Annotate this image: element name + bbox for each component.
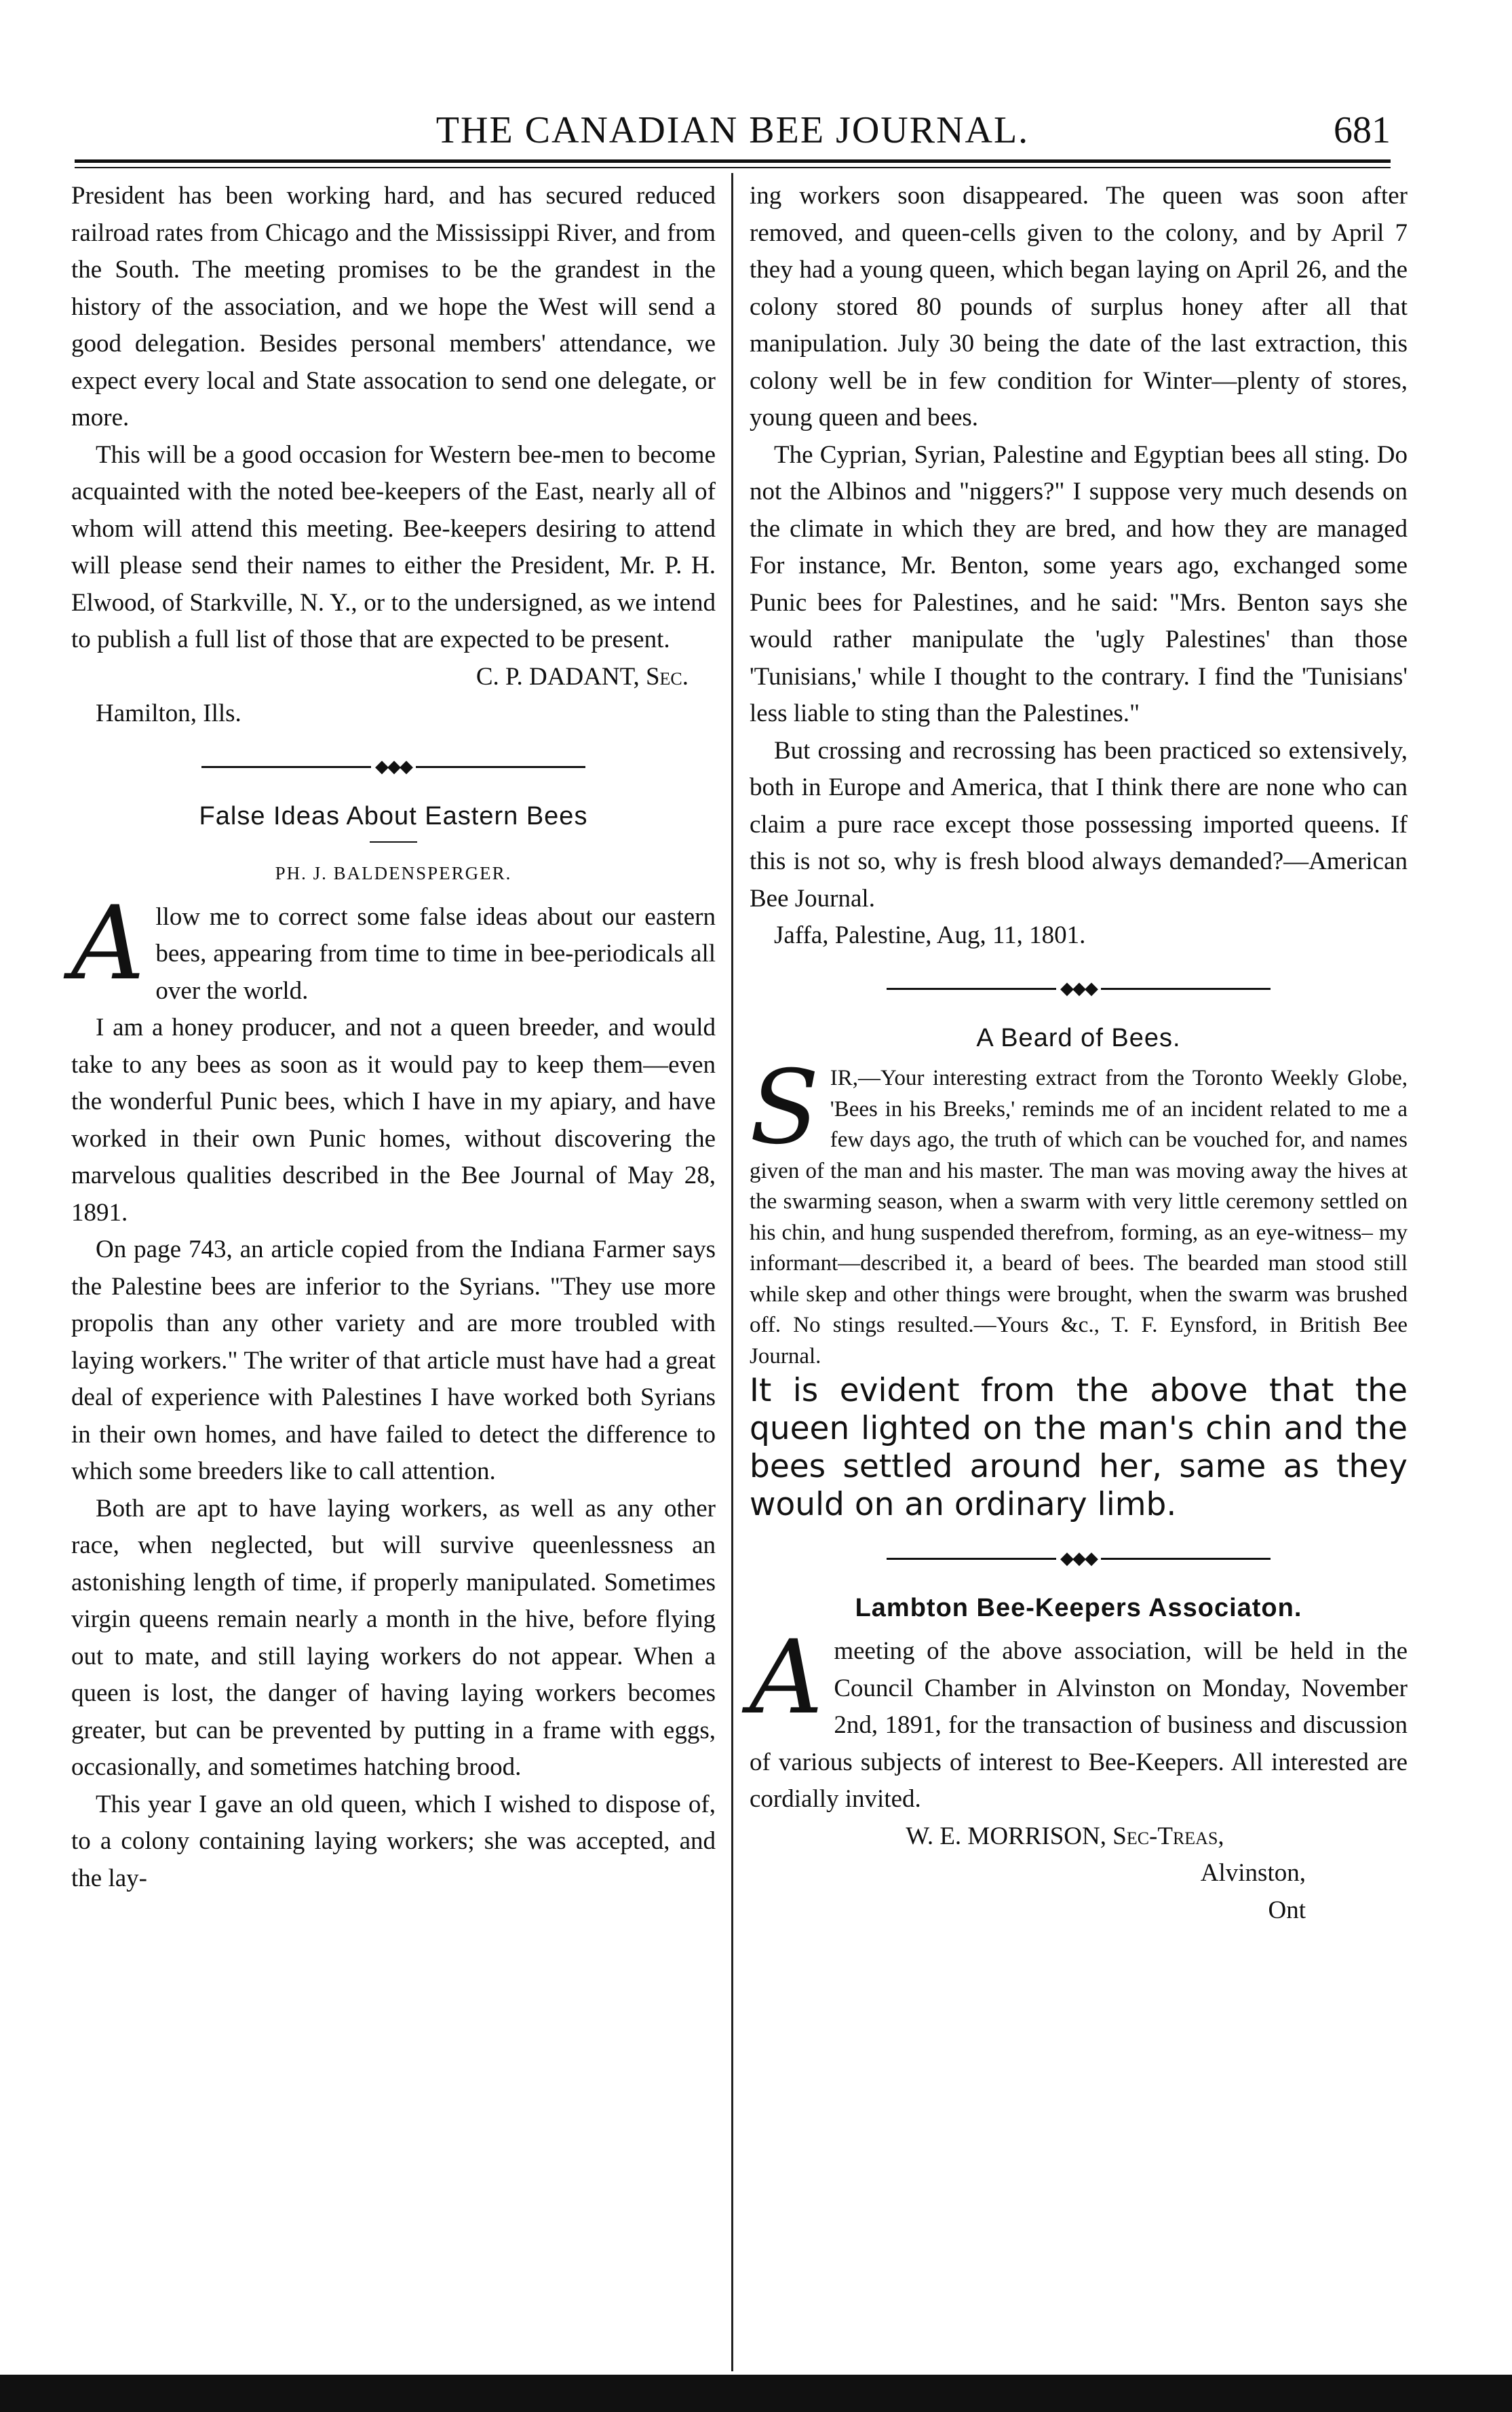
page-number: 681 xyxy=(1334,109,1391,151)
paragraph: Both are apt to have laying workers, as well as any other race, when neglected, but will survive queenlessness an astonishing length of time, if properly manipulated. Sometimes virgin queens remain nearly a month in the hive, before flying out to mate, and still laying workers do not appear. When a queen is lost, the danger of having laying workers becomes greater, but can be prevented by putting in a frame with eggs, occasionally, and sometimes hatching brood. xyxy=(71,1494,716,1782)
scan-edge xyxy=(0,2375,1512,2412)
paragraph: On page 743, an article copied from the Indiana Farmer says the Palestine bees are inferior to the Syrians. "They use more propolis than any other variety and are more troubled with laying workers." The writer of that article must have had a great deal of experience with Palestines I have worked both Syrians in their own homes, and have failed to detect the difference to which some breeders like to call attention. xyxy=(71,1236,716,1486)
signature-place: Alvinston, xyxy=(1200,1859,1306,1888)
paragraph: IR,—Your interesting extract from the Toronto Weekly Globe, 'Bees in his Breeks,' reminds me of an incident related to me a few days ago, the truth of which can be vouched for, and names given of the man and his master. The man was moving away the hives at the swarming season, when a swarm with very little ceremony settled on his chin, and hung suspended therefrom, forming, as an eye-witness– my informant—described it, a beard of bees. The bearded man stood still while skep and other things were brought, when the swarm was brushed off. No stings resulted.—Yours &c., T. F. Eynsford, in British Bee Journal. xyxy=(750,1066,1408,1368)
drop-cap: S xyxy=(750,1049,819,1168)
drop-cap: A xyxy=(71,884,145,1003)
section-ornament: ◆◆◆ xyxy=(71,748,716,786)
paragraph: llow me to correct some false ideas about our eastern bees, appearing from time to time in bee-periodicals all over the world. xyxy=(155,902,716,1005)
paragraph: meeting of the above association, will be held in the Council Chamber in Alvinston on Monday, November 2nd, 1891, for the transaction of business and discussion of various subjects of interest to Bee-Keepers. All interested are cordially invited. xyxy=(750,1637,1408,1814)
paragraph: This will be a good occasion for Western bee-men to become acquainted with the noted bee-keepers of the East, nearly all of whom will attend this meeting. Bee-keepers desiring to attend will please send their names to either the President, Mr. P. H. Elwood, of Starkville, N. Y., or to the undersigned, as we intend to publish a full list of those that are expected to be present. xyxy=(71,440,716,653)
section-ornament: ◆◆◆ xyxy=(750,970,1408,1008)
paragraph: ing workers soon disappeared. The queen was soon after removed, and queen-cells given to the colony, and by April 7 they had a young queen, which began laying on April 26, and the colony stored 80 pounds of surplus honey after all that manipulation. July 30 being the date of the last extraction, this colony well be in few condition for Winter—plenty of stores, young queen and bees. xyxy=(750,182,1408,432)
article-heading: False Ideas About Eastern Bees xyxy=(199,801,588,830)
signature: C. P. DADANT, Sec. xyxy=(476,662,689,691)
dateline: Hamilton, Ills. xyxy=(96,700,241,727)
short-rule xyxy=(370,841,417,843)
paragraph: The Cyprian, Syrian, Palestine and Egyptian bees all sting. Do not the Albinos and "niggers?" I suppose very much desends on the climate in which they are bred, and how they are managed For instance, Mr. Benton, some years ago, exchanged some Punic bees for Palestines, and he said: "Mrs. Benton says she would rather manipulate the 'ugly Palestines' than those 'Tunisians,' while I thought to the contrary. I find the 'Tunisians' less liable to sting than the Palestines." xyxy=(750,440,1408,727)
header-rule-thin xyxy=(75,167,1391,168)
paragraph: President has been working hard, and has secured reduced railroad rates from Chicago and the Mississippi River, and from the South. The meeting promises to be the grandest in the history of the association, and we hope the West will send a good delegation. Besides personal members' attendance, we expect every local and State assocation to send one delegate, or more. xyxy=(71,182,716,432)
byline: PH. J. BALDENSPERGER. xyxy=(275,863,512,884)
article-heading: Lambton Bee-Keepers Associaton. xyxy=(855,1593,1302,1622)
commentary: It is evident from the above that the queen lighted on the man's chin and the bees settled around her, same as they would on an ordinary limb. xyxy=(750,1372,1408,1524)
paragraph: I am a honey producer, and not a queen breeder, and would take to any bees as soon as it would pay to keep them—even the wonderful Punic bees, which I have in my apiary, and have worked in their own Punic homes, without discovering the marvelous qualities described in the Bee Journal of May 28, 1891. xyxy=(71,1014,716,1227)
paragraph: This year I gave an old queen, which I wished to dispose of, to a colony containing laying workers; she was accepted, and the lay- xyxy=(71,1790,716,1892)
header-rule xyxy=(75,159,1391,163)
drop-cap: A xyxy=(750,1619,823,1738)
article-heading: A Beard of Bees. xyxy=(976,1023,1181,1052)
right-column xyxy=(750,178,1408,1929)
left-column xyxy=(71,178,716,1897)
signature: W. E. MORRISON, Sec-Treas, xyxy=(906,1822,1224,1850)
dateline: Jaffa, Palestine, Aug, 11, 1801. xyxy=(774,921,1086,949)
signature-province: Ont xyxy=(1268,1896,1306,1924)
column-divider xyxy=(731,173,733,2371)
section-ornament: ◆◆◆ xyxy=(750,1539,1408,1577)
running-header xyxy=(75,102,1391,156)
journal-title: THE CANADIAN BEE JOURNAL. xyxy=(435,109,1030,151)
paragraph: But crossing and recrossing has been practiced so extensively, both in Europe and America, that I think there are none who can claim a pure race except those possessing imported queens. If this is not so, why is fresh blood always demanded?—American Bee Journal. xyxy=(750,736,1408,913)
